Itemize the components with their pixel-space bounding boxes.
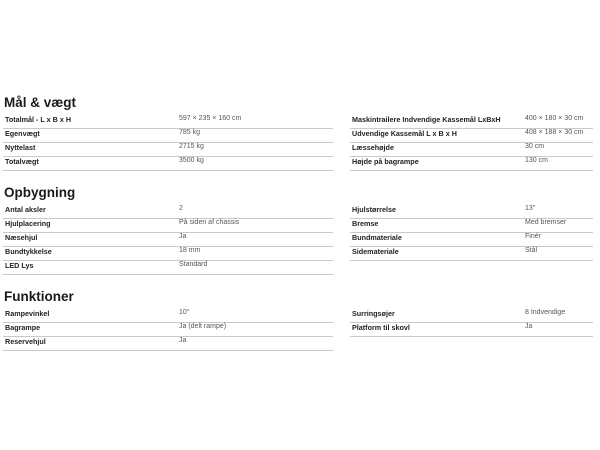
spec-label: Nyttelast — [5, 143, 36, 152]
section-title-dimensions: Mål & vægt — [4, 95, 77, 110]
spec-row — [3, 336, 333, 351]
spec-row — [3, 204, 333, 219]
spec-value: 10° — [179, 309, 190, 316]
spec-value: Ja — [179, 233, 187, 240]
spec-label: Reservehjul — [5, 337, 46, 346]
spec-value: 130 cm — [525, 157, 548, 164]
spec-value: 785 kg — [179, 129, 201, 136]
spec-value: 18 mm — [179, 247, 201, 254]
spec-label: Læssehøjde — [352, 143, 394, 152]
spec-value: 8 Indvendige — [525, 309, 566, 316]
spec-row — [350, 142, 593, 157]
spec-label: Totalmål - L x B x H — [5, 115, 72, 124]
spec-row — [3, 142, 333, 157]
spec-label: Hjulstørrelse — [352, 205, 396, 214]
spec-row — [3, 232, 333, 247]
spec-label: Bundmateriale — [352, 233, 402, 242]
spec-row — [350, 156, 593, 171]
spec-label: Udvendige Kassemål L x B x H — [352, 129, 457, 138]
spec-label: Totalvægt — [5, 157, 39, 166]
spec-row — [3, 322, 333, 337]
spec-label: Sidemateriale — [352, 247, 399, 256]
spec-label: Højde på bagrampe — [352, 157, 419, 166]
spec-row — [3, 128, 333, 143]
spec-row — [350, 322, 593, 337]
spec-row — [350, 246, 593, 261]
spec-value: Stål — [525, 247, 538, 254]
spec-value: Standard — [179, 261, 208, 268]
spec-label: Egenvægt — [5, 129, 40, 138]
spec-label: Maskintrailere Indvendige Kassemål LxBxH — [352, 115, 501, 124]
spec-row — [3, 114, 333, 129]
spec-row — [350, 204, 593, 219]
spec-row — [3, 246, 333, 261]
spec-value: Ja — [179, 337, 187, 344]
spec-label: Bremse — [352, 219, 379, 228]
spec-row — [350, 308, 593, 323]
spec-row — [350, 114, 593, 129]
spec-value: 2 — [179, 205, 183, 212]
spec-value: 2715 kg — [179, 143, 204, 150]
spec-value: 13" — [525, 205, 536, 212]
spec-label: Platform til skovl — [352, 323, 410, 332]
spec-label: Antal aksler — [5, 205, 46, 214]
section-title-functions: Funktioner — [4, 289, 74, 304]
spec-value: 597 × 235 × 160 cm — [179, 115, 242, 122]
spec-label: Surringsøjer — [352, 309, 395, 318]
spec-value: 30 cm — [525, 143, 545, 150]
spec-label: Næsehjul — [5, 233, 38, 242]
spec-value: Med bremser — [525, 219, 567, 226]
spec-row — [3, 156, 333, 171]
spec-row — [3, 260, 333, 275]
spec-label: Bagrampe — [5, 323, 41, 332]
spec-value: 408 × 188 × 30 cm — [525, 129, 584, 136]
spec-label: Hjulplacering — [5, 219, 51, 228]
spec-label: Rampevinkel — [5, 309, 50, 318]
spec-value: 3500 kg — [179, 157, 204, 164]
spec-value: Finér — [525, 233, 541, 240]
section-title-construction: Opbygning — [4, 185, 76, 200]
spec-row — [350, 218, 593, 233]
spec-row — [3, 308, 333, 323]
spec-label: Bundtykkelse — [5, 247, 52, 256]
spec-value: Ja (delt rampe) — [179, 323, 227, 330]
spec-label: LED Lys — [5, 261, 34, 270]
spec-value: 400 × 180 × 30 cm — [525, 115, 584, 122]
spec-row — [350, 128, 593, 143]
spec-row — [350, 232, 593, 247]
spec-row — [3, 218, 333, 233]
spec-value: Ja — [525, 323, 533, 330]
spec-value: På siden af chassis — [179, 219, 240, 226]
